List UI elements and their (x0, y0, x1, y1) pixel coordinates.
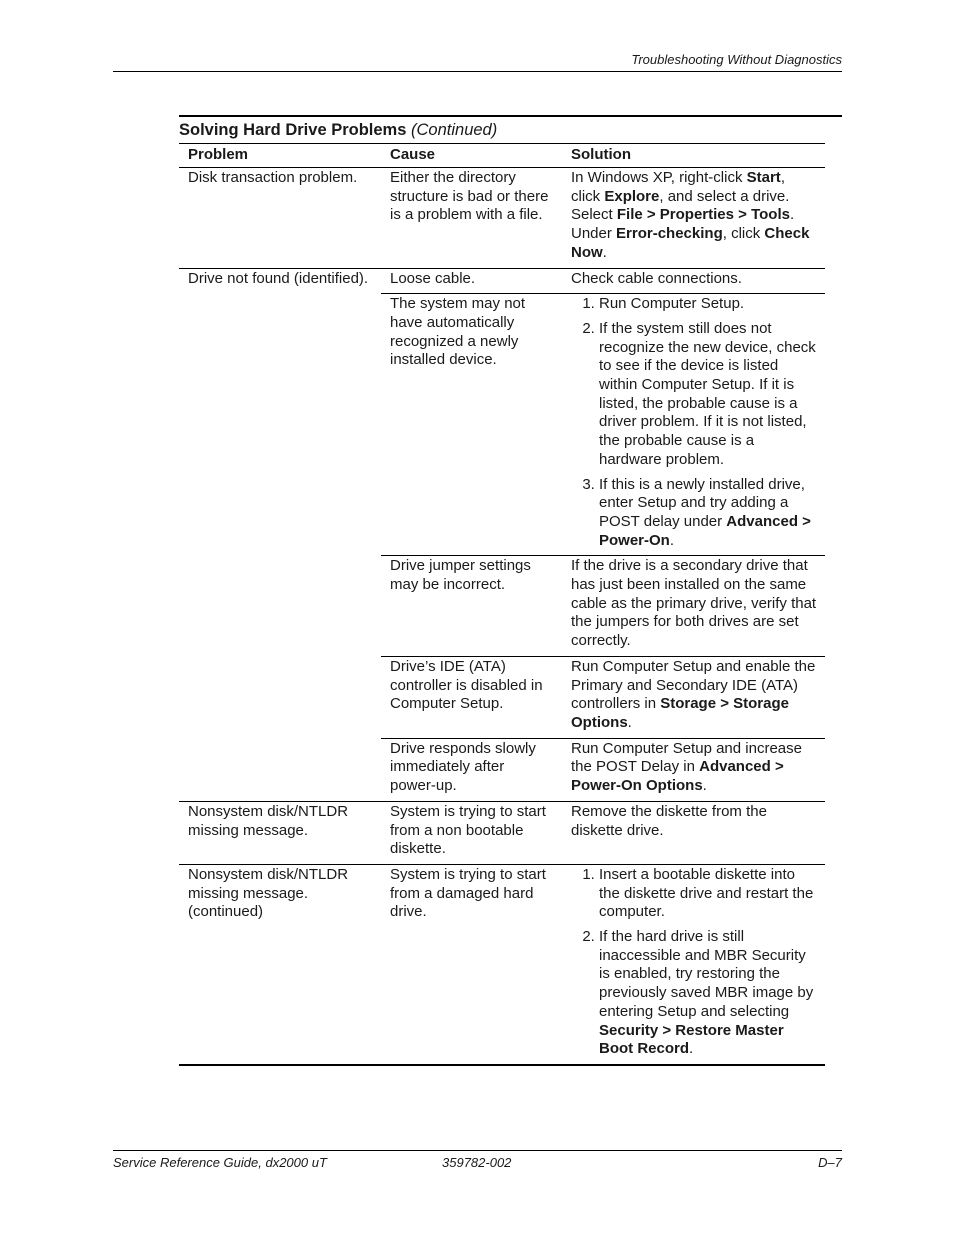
troubleshooting-table (179, 143, 825, 1066)
solution-steps (571, 295, 817, 550)
hard-drive-problems-table (179, 115, 842, 1066)
cause-cell: Loose cable. (381, 268, 562, 294)
solution-cell: In Windows XP, right-click Start, click Explore, and select a drive. Select File > Properties > Tools. Under Error-checking, click Check Now. (562, 168, 825, 269)
solution-cell: If the drive is a secondary drive that has just been installed on the same cable as the primary drive, verify that the jumpers for both drives are set correctly. (562, 556, 825, 657)
table-row (179, 801, 825, 864)
bold-text: Start (746, 169, 781, 186)
bold-text: Storage > Storage Options (571, 695, 789, 731)
solution-cell: Check cable connections. (562, 268, 825, 294)
solution-step: 1. Run Computer Setup. (599, 295, 817, 314)
table-title-text: Solving Hard Drive Problems (179, 121, 407, 139)
bold-text: File > Properties > Tools (616, 206, 790, 224)
cause-cell: System is trying to start from a damaged hard drive. (381, 864, 562, 1065)
cause-cell: Drive’s IDE (ATA) controller is disabled in Computer Setup. (381, 656, 562, 738)
solution-step: 1. Insert a bootable diskette into the diskette drive and restart the computer. (599, 866, 817, 922)
table-title (179, 115, 842, 143)
solution-cell: Run Computer Setup and increase the POST Delay in Advanced > Power-On Options. (562, 738, 825, 801)
running-header (113, 51, 842, 72)
solution-cell: Remove the diskette from the diskette drive. (562, 801, 825, 864)
bold-text: Check Now (571, 225, 810, 261)
running-header-title: Troubleshooting Without Diagnostics (631, 52, 842, 67)
table-row (179, 864, 825, 1065)
footer-page-number: D–7 (818, 1155, 842, 1170)
bold-text: Explore (604, 187, 660, 205)
cause-cell: Either the directory structure is bad or there is a problem with a file. (381, 168, 562, 269)
table-row (179, 268, 825, 294)
solution-step: 3. If this is a newly installed drive, enter Setup and try adding a POST delay under Advanced > Power-On. (599, 476, 817, 551)
problem-cell: Nonsystem disk/NTLDR missing message. (179, 801, 381, 864)
table-body (179, 168, 825, 1065)
solution-steps (571, 866, 817, 1059)
solution-cell (562, 864, 825, 1065)
table-title-suffix: (Continued) (411, 121, 498, 139)
column-header-problem: Problem (179, 144, 381, 168)
cause-cell: The system may not have automatically recognized a newly installed device. (381, 294, 562, 556)
bold-text: Advanced > Power-On Options (571, 758, 784, 795)
cause-cell: Drive jumper settings may be incorrect. (381, 556, 562, 657)
cause-cell: System is trying to start from a non bootable diskette. (381, 801, 562, 864)
problem-cell: Disk transaction problem. (179, 168, 381, 269)
solution-step: 2. If the system still does not recognize the new device, check to see if the device is listed within Computer Setup. If it is listed, the probable cause is a driver problem. If it is not listed, the probable cause is a hardware problem. (599, 320, 817, 470)
bold-text: Error-checking (616, 225, 723, 243)
footer-part-number: 359782-002 (442, 1155, 512, 1170)
table-header-row (179, 144, 825, 168)
solution-cell: Run Computer Setup and enable the Primary and Secondary IDE (ATA) controllers in Storage > Storage Options. (562, 656, 825, 738)
solution-step: 2. If the hard drive is still inaccessible and MBR Security is enabled, try restoring the previously saved MBR image by entering Setup and selecting Security > Restore Master Boot Record. (599, 928, 817, 1059)
cause-cell: Drive responds slowly immediately after power-up. (381, 738, 562, 801)
table-row (179, 168, 825, 269)
problem-cell: Nonsystem disk/NTLDR missing message. (continued) (179, 864, 381, 1065)
solution-cell (562, 294, 825, 556)
page-footer (113, 1150, 842, 1175)
column-header-solution: Solution (562, 144, 825, 168)
column-header-cause: Cause (381, 144, 562, 168)
bold-text: Advanced > Power-On (599, 512, 811, 549)
problem-cell: Drive not found (identified). (179, 268, 381, 801)
footer-guide-title: Service Reference Guide, dx2000 uT (113, 1155, 327, 1170)
bold-text: Security > Restore Master Boot Record (599, 1021, 784, 1058)
